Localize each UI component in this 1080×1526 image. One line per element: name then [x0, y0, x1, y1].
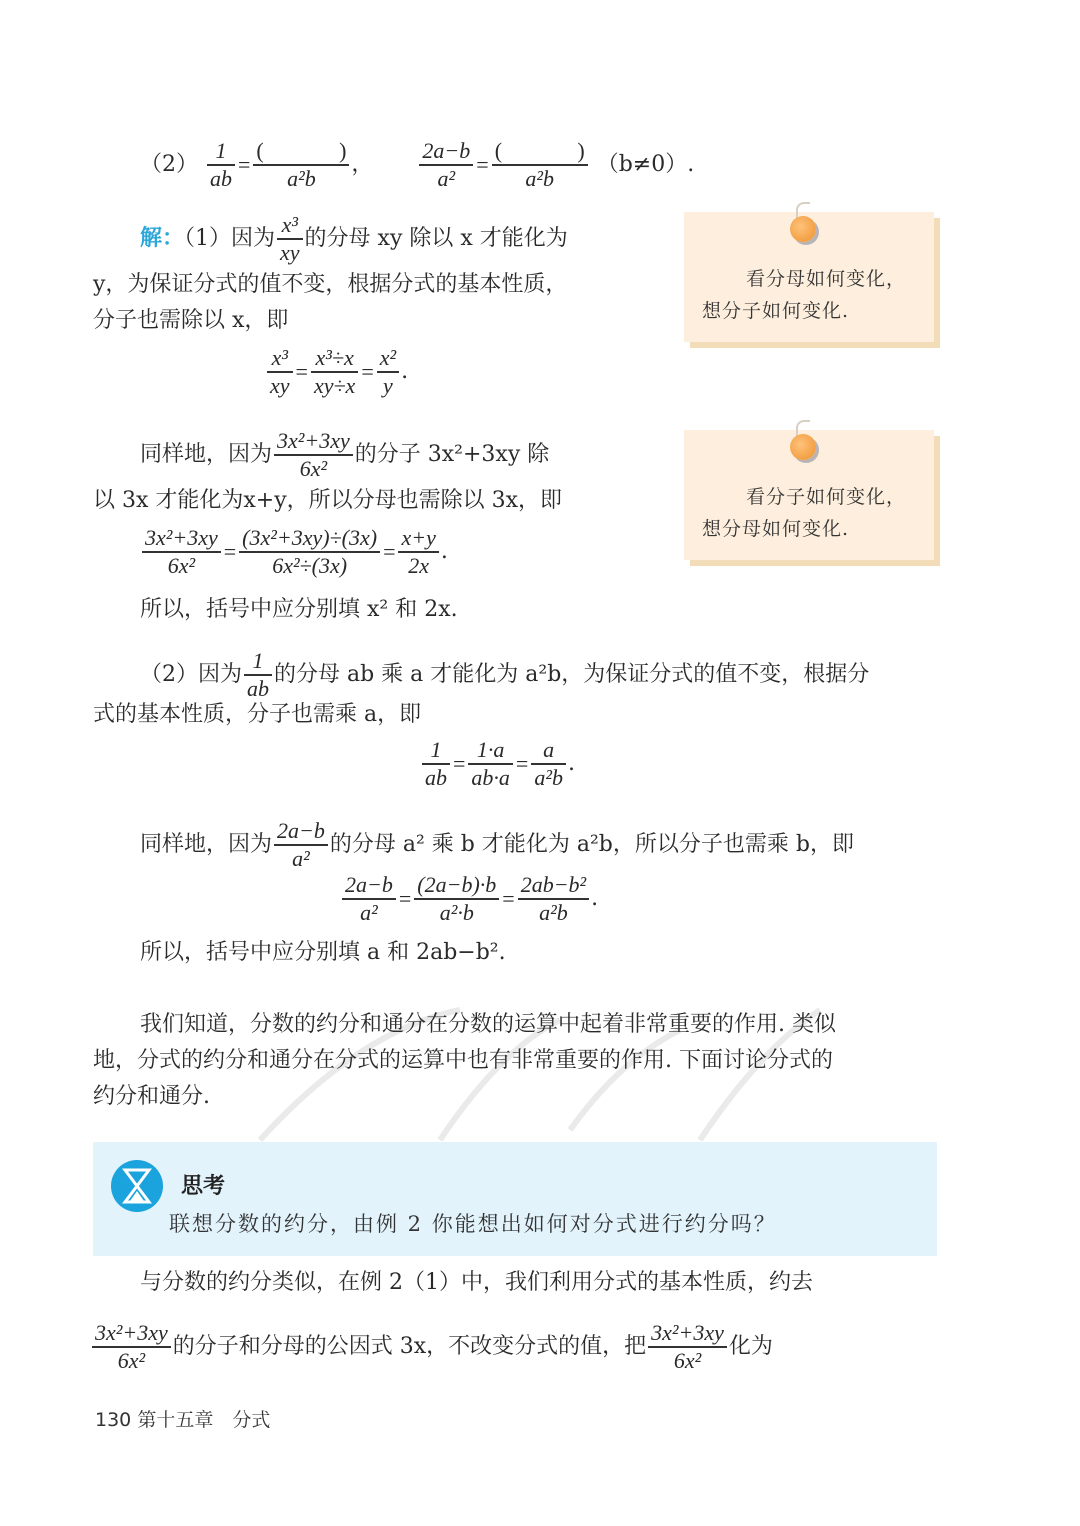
paragraph-line-2: 地，分式的约分和通分在分式的运算中也有非常重要的作用. 下面讨论分式的	[93, 1048, 833, 1073]
part2-line-1: （2）因为 $\frac{1}{ab}$ 的分母 ab 乘 a 才能化为 a²b，为保证分式的值不变，根据分	[140, 648, 870, 701]
similar2-line: 同样地，因为 $\frac{2a-b}{\text{a²}}$ 的分母 a² 乘 b 才能化为 a²b，所以分子也需乘 b，即	[140, 818, 854, 871]
fraction: $\frac{2a-b}{\text{a²}}$	[419, 138, 473, 192]
paragraph-line-1: 我们知道，分数的约分和通分在分数的运算中起着非常重要的作用. 类似	[140, 1012, 836, 1037]
equation-4: $\frac{2a-b}{\text{a²}}$ = $\frac{(2a-b)\cdot b}{\text{a²·b}}$ = $\frac{\text{2ab−b²}}{\text{a²b}}$ .	[340, 872, 598, 926]
similar-line-1: 同样地，因为 $\frac{\text{3x²+3xy}}{\text{6x²}}$ 的分子 3x²+3xy 除	[140, 428, 550, 481]
think-question: 联想分数的约分，由例 2 你能想出如何对分式进行约分吗？	[169, 1212, 777, 1236]
page-number: 130	[95, 1409, 132, 1431]
closing-line-2: $\frac{\text{3x²+3xy}}{\text{6x²}}$ 的分子和分母的公因式 3x，不改变分式的值，把 $\frac{\text{3x²+3xy}}{\text{6x²}}$ 化为	[90, 1320, 773, 1374]
fraction: $\frac{1}{ab}$	[207, 138, 235, 192]
page-footer	[95, 1405, 270, 1432]
fraction: $\frac{\text{x³}}{xy}$	[277, 212, 303, 266]
blank-fraction: ( ) a²b	[253, 138, 349, 192]
equation-2: $\frac{\text{3x²+3xy}}{\text{6x²}}$ = $\frac{\text{(3x²+3xy)÷(3x)}}{\text{6x²÷(3x)}}$ = $\frac{x+y}{2x}$ .	[140, 525, 448, 579]
think-box	[93, 1142, 937, 1256]
closing-line-1: 与分数的约分类似，在例 2（1）中，我们利用分式的基本性质，约去	[140, 1270, 813, 1295]
pin-icon	[790, 434, 816, 460]
solution-line-2: y，为保证分式的值不变，根据分式的基本性质，	[93, 272, 568, 297]
solution-line-3: 分子也需除以 x，即	[93, 308, 289, 333]
chapter-title: 第十五章 分式	[137, 1409, 271, 1431]
blank-fraction: ( ) a²b	[492, 138, 588, 192]
paragraph-line-3: 约分和通分.	[93, 1084, 210, 1109]
equation-1: $\frac{\text{x³}}{xy}$ = $\frac{\text{x³÷x}}{xy\div x}$ = $\frac{\text{x²}}{y}$ .	[265, 345, 408, 399]
solution-line-1: 解：（1）因为 $\frac{\text{x³}}{xy}$ 的分母 xy 除以 x 才能化为	[140, 212, 568, 265]
pin-icon	[790, 216, 816, 242]
equation-3: $\frac{1}{ab}$ = $\frac{1\cdot a}{ab\cdot a}$ = $\frac{a}{\text{a²b}}$ .	[420, 737, 575, 791]
think-title: 思考	[181, 1174, 226, 1199]
answer-2: 所以，括号中应分别填 a 和 2ab−b².	[140, 940, 506, 965]
solution-label: 解：	[140, 224, 185, 251]
problem-label: （2）	[140, 151, 198, 177]
problem-2-line: （2） $\frac{1}{ab}$ = ( ) a²b ， $\frac{2a-b}{\text{a²}}$ = ( ) a²b （b≠0）.	[140, 138, 695, 191]
sticky-note-1: 看分母如何变化， 想分子如何变化.	[684, 212, 934, 342]
part2-line-2: 式的基本性质，分子也需乘 a，即	[93, 702, 422, 727]
answer-1: 所以，括号中应分别填 x² 和 2x.	[140, 597, 458, 622]
sticky-note-2: 看分子如何变化， 想分母如何变化.	[684, 430, 934, 560]
condition: （b≠0）.	[596, 151, 695, 177]
similar-line-2: 以 3x 才能化为x+y，所以分母也需除以 3x，即	[93, 488, 563, 513]
hourglass-icon	[111, 1160, 163, 1212]
